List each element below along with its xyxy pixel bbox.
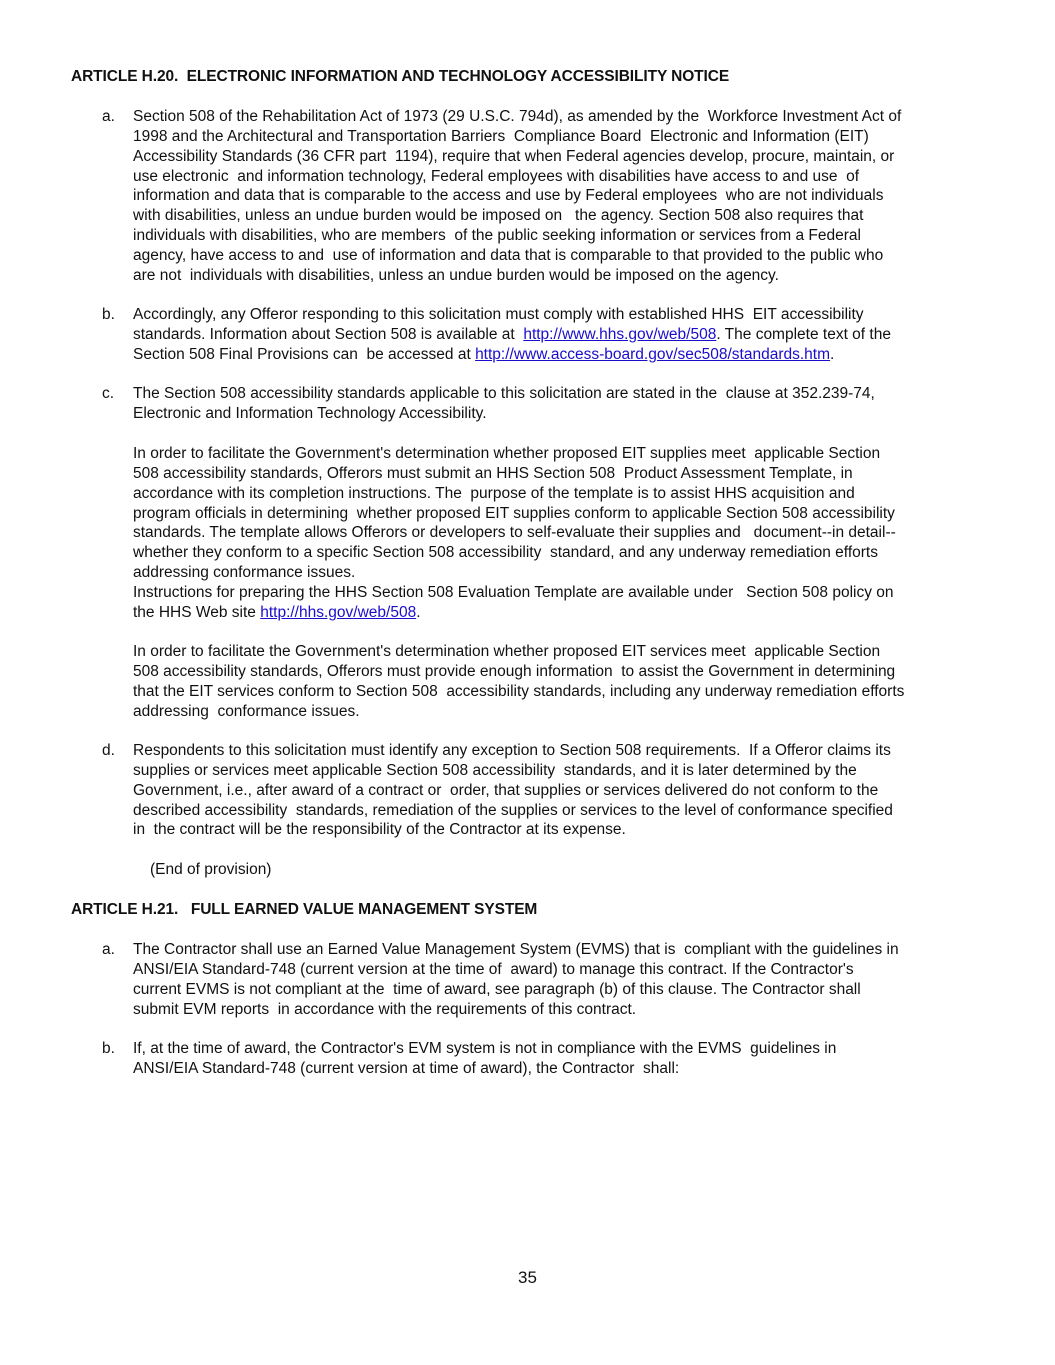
text-line: submit EVM reports in accordance with the requirements of this contract. <box>133 1000 637 1018</box>
text-line: Government, i.e., after award of a contract or order, that supplies or services delivered do not conform to the <box>133 781 879 799</box>
text-line: Electronic and Information Technology Accessibility. <box>133 404 487 422</box>
text-fragment: . <box>416 603 421 621</box>
text-line: The Section 508 accessibility standards applicable to this solicitation are stated in the clause at 352.239-74, <box>133 385 875 402</box>
h20-item-b <box>102 305 982 365</box>
text-line: Instructions for preparing the HHS Section 508 Evaluation Template are available under Section 508 policy on <box>133 583 894 601</box>
text-line: information and data that is comparable to the access and use by Federal employees who are not individuals <box>133 187 884 205</box>
text-line: described accessibility standards, remediation of the supplies or services to the level of conformance specified <box>133 801 893 819</box>
h21-item-a <box>102 940 982 1019</box>
item-label: d. <box>102 742 115 759</box>
text-line: whether they conform to a specific Section 508 accessibility standard, and any underway remediation efforts <box>133 544 878 562</box>
text-line: In order to facilitate the Government's determination whether proposed EIT supplies meet applicable Section <box>133 445 881 462</box>
page-number: 35 <box>518 1268 537 1287</box>
article-h20-heading: ARTICLE H.20. ELECTRONIC INFORMATION AND TECHNOLOGY ACCESSIBILITY NOTICE <box>71 68 730 85</box>
text-line: are not individuals with disabilities, unless an undue burden would be imposed on the agency. <box>133 266 779 284</box>
text-line: in the contract will be the responsibility of the Contractor at its expense. <box>133 821 626 839</box>
article-h21-heading: ARTICLE H.21. FULL EARNED VALUE MANAGEMENT SYSTEM <box>71 901 538 918</box>
text-fragment: . The complete text of the <box>716 325 891 343</box>
text-line: ANSI/EIA Standard-748 (current version at the time of award) to manage this contract. If the Contractor's <box>133 960 854 978</box>
text-line: current EVMS is not compliant at the time of award, see paragraph (b) of this clause. The Contractor shall <box>133 980 861 998</box>
text-fragment: . <box>830 345 835 363</box>
text-line: standards. The template allows Offerors or developers to self-evaluate their supplies and document--in detail-- <box>133 524 896 542</box>
text-line: use electronic and information technology, Federal employees with disabilities have access to and use of <box>133 167 860 185</box>
h20-c-services-paragraph <box>133 642 983 721</box>
text-fragment: the HHS Web site <box>133 603 261 621</box>
h21-item-b <box>102 1039 982 1079</box>
text-fragment: Section 508 Final Provisions can be accessed at <box>133 345 476 363</box>
text-line: Accessibility Standards (36 CFR part 1194), require that when Federal agencies develop, procure, maintain, or <box>133 147 895 165</box>
end-of-provision-note: (End of provision) <box>150 861 272 878</box>
h20-c-supplies-paragraph <box>133 444 983 623</box>
text-line: addressing conformance issues. <box>133 564 356 582</box>
text-line: agency, have access to and use of information and data that is comparable to that provided to the public who <box>133 246 884 264</box>
hhs-web-508-short-link[interactable]: http://hhs.gov/web/508 <box>260 603 417 621</box>
text-line: accordance with its completion instructions. The purpose of the template is to assist HHS acquisition and <box>133 484 855 502</box>
text-line: program officials in determining whether proposed EIT supplies conform to applicable Section 508 accessibility <box>133 504 895 522</box>
item-label: c. <box>102 385 115 402</box>
h20-item-d <box>102 741 982 840</box>
text-line: individuals with disabilities, who are members of the public seeking information or services from a Federal <box>133 227 861 245</box>
text-line: supplies or services meet applicable Section 508 accessibility standards, and it is later determined by the <box>133 761 857 779</box>
text-line: If, at the time of award, the Contractor's EVM system is not in compliance with the EVMS guidelines in <box>133 1040 837 1057</box>
text-line: Accordingly, any Offeror responding to this solicitation must comply with established HHS EIT accessibility <box>133 306 864 323</box>
h20-item-a <box>102 107 982 286</box>
item-label: b. <box>102 306 115 323</box>
text-line: 508 accessibility standards, Offerors must submit an HHS Section 508 Product Assessment Template, in <box>133 464 853 482</box>
item-label: b. <box>102 1040 115 1057</box>
text-line: 1998 and the Architectural and Transportation Barriers Compliance Board Electronic and Information (EIT) <box>133 127 869 145</box>
text-line: 508 accessibility standards, Offerors must provide enough information to assist the Government in determining <box>133 662 896 680</box>
text-line: Section 508 of the Rehabilitation Act of 1973 (29 U.S.C. 794d), as amended by the Workforce Investment Act of <box>133 108 902 125</box>
text-fragment: standards. Information about Section 508 is available at <box>133 325 524 343</box>
item-label: a. <box>102 108 115 125</box>
hhs-web-508-link[interactable]: http://www.hhs.gov/web/508 <box>523 325 717 343</box>
access-board-standards-link[interactable]: http://www.access-board.gov/sec508/standards.htm <box>475 345 831 363</box>
h20-item-c <box>102 384 982 424</box>
item-label: a. <box>102 941 115 958</box>
text-line: with disabilities, unless an undue burden would be imposed on the agency. Section 508 also requires that <box>133 207 864 225</box>
text-line: The Contractor shall use an Earned Value Management System (EVMS) that is compliant with the guidelines in <box>133 941 899 958</box>
text-line: addressing conformance issues. <box>133 702 360 720</box>
text-line: Respondents to this solicitation must identify any exception to Section 508 requirements. If a Offeror claims its <box>133 742 891 759</box>
text-line: that the EIT services conform to Section 508 accessibility standards, including any underway remediation efforts <box>133 682 905 700</box>
text-line: In order to facilitate the Government's determination whether proposed EIT services meet applicable Section <box>133 643 881 660</box>
text-line: ANSI/EIA Standard-748 (current version at time of award), the Contractor shall: <box>133 1059 680 1077</box>
